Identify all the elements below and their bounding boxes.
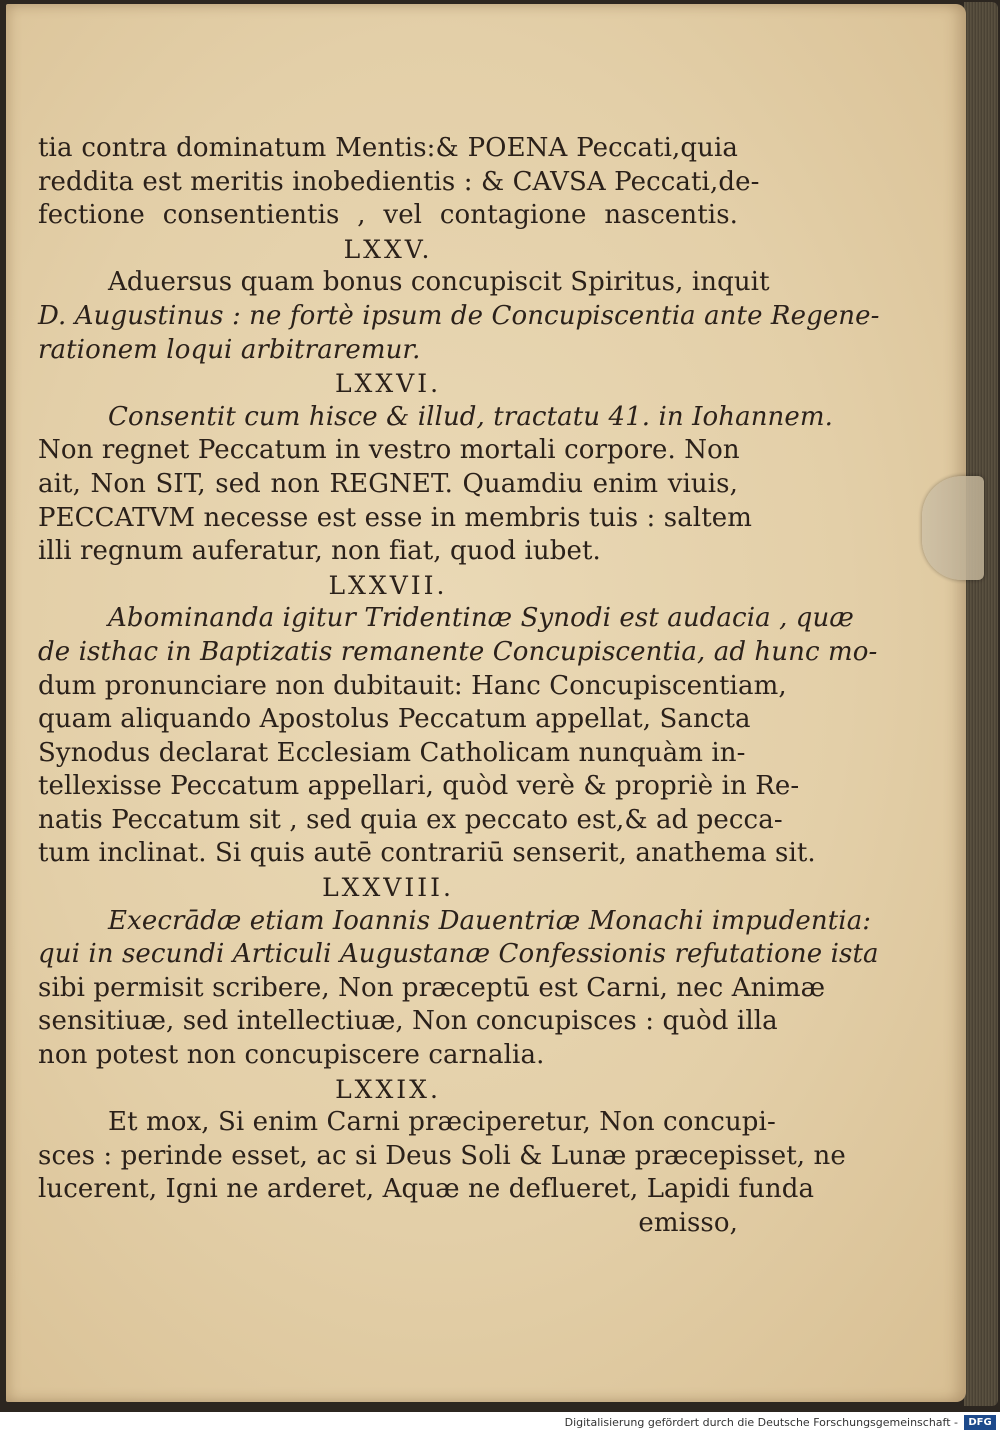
text-line: illi regnum auferatur, non fiat, quod iubet. — [38, 536, 601, 567]
footer-bar — [0, 1412, 1000, 1435]
text-line: fectione consentientis , vel contagione nascentis. — [38, 200, 738, 231]
text-line: ait, Non SIT, sed non REGNET. Quamdiu enim viuis, — [38, 468, 738, 499]
text-line: quam aliquando Apostolus Peccatum appellat, Sancta — [38, 704, 751, 735]
page-clip — [922, 476, 984, 580]
text-line: tia contra dominatum Mentis:& POENA Peccati,quia — [38, 133, 738, 163]
text-line: Synodus declarat Ecclesiam Catholicam nunquàm in- — [38, 737, 746, 768]
text-line: de isthac in Baptizatis remanente Concupiscentia, ad hunc mo- — [38, 636, 878, 667]
page-text — [38, 132, 880, 1241]
text-line: LXXVI. — [334, 369, 442, 399]
text-line: PECCATVM necesse est esse in membris tuis : saltem — [38, 502, 753, 533]
text-line: LXXVII. — [328, 570, 448, 600]
footer-credit: Digitalisierung gefördert durch die Deutsche Forschungsgemeinschaft - — [564, 1416, 958, 1429]
text-line: Abominanda igitur Tridentinæ Synodi est audacia , quæ — [108, 603, 854, 634]
text-line: Non regnet Peccatum in vestro mortali corpore. Non — [38, 435, 740, 466]
text-line: sibi permisit scribere, Non præceptū est Carni, nec Animæ — [38, 972, 826, 1003]
dfg-logo: DFG — [964, 1415, 996, 1430]
text-line: sces : perinde esset, ac si Deus Soli & Lunæ præcepisset, ne — [38, 1140, 846, 1171]
text-line: Consentit cum hisce & illud, tractatu 41. in Iohannem. — [108, 401, 834, 432]
text-line: rationem loqui arbitraremur. — [38, 334, 421, 365]
text-line: lucerent, Igni ne arderet, Aquæ ne deflueret, Lapidi funda — [38, 1174, 815, 1205]
text-line: qui in secundi Articuli Augustanæ Confessionis refutatione ista — [38, 939, 879, 970]
text-line: LXXIX. — [335, 1074, 441, 1104]
text-line: D. Augustinus : ne fortè ipsum de Concupiscentia ante Regene- — [38, 300, 880, 331]
text-line: sensitiuæ, sed intellectiuæ, Non concupisces : quòd illa — [38, 1006, 778, 1037]
text-line: tum inclinat. Si quis autē contrariū senserit, anathema sit. — [38, 838, 816, 869]
text-line: natis Peccatum sit , sed quia ex peccato est,& ad pecca- — [38, 804, 783, 835]
book-page-edges — [964, 2, 998, 1406]
text-line: non potest non concupiscere carnalia. — [38, 1040, 545, 1071]
text-line: emisso, — [638, 1208, 738, 1238]
text-line: reddita est meritis inobedientis : & CAVSA Peccati,de- — [38, 166, 760, 197]
text-line: Execrādæ etiam Ioannis Dauentriæ Monachi impudentia: — [108, 905, 872, 936]
text-line: LXXVIII. — [322, 873, 454, 903]
text-line: dum pronunciare non dubitauit: Hanc Concupiscentiam, — [38, 670, 787, 701]
book-page — [6, 4, 966, 1402]
text-line: LXXV. — [343, 234, 433, 264]
text-line: Aduersus quam bonus concupiscit Spiritus, inquit — [108, 267, 770, 298]
text-line: tellexisse Peccatum appellari, quòd verè & propriè in Re- — [38, 771, 800, 802]
text-line: Et mox, Si enim Carni præciperetur, Non concupi- — [108, 1107, 776, 1138]
